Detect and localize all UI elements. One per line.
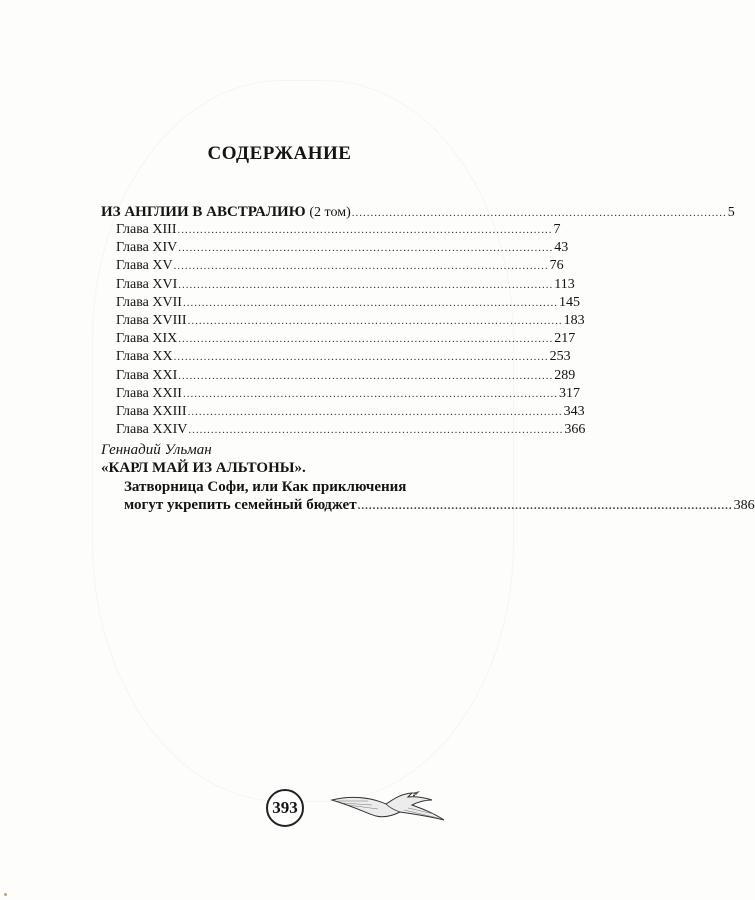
chapter-label: Глава XIII: [116, 222, 177, 237]
chapter-label: Глава XVII: [116, 294, 182, 310]
toc-page-number: 183: [563, 313, 585, 328]
toc-chapter-entry: [116, 258, 564, 274]
chapter-label: Глава XX: [116, 349, 173, 365]
toc-page-number: 5: [727, 205, 735, 220]
toc-chapter-entry: [116, 240, 569, 256]
chapter-label: Глава XIX: [116, 331, 178, 347]
dot-leader: ....................................................................................................: [182, 296, 558, 309]
toc-page-number: 7: [553, 222, 561, 237]
appendix-subtitle-line1: Затворница Софи, или Как приключения: [124, 479, 407, 495]
toc-page-number: 113: [554, 276, 575, 292]
toc-part-label: [101, 204, 351, 221]
toc-chapter-entry: [116, 313, 585, 329]
part-volume: (2 том): [309, 205, 351, 220]
chapter-label: Глава XXI: [116, 367, 178, 383]
toc-page-number: 366: [564, 422, 586, 438]
dot-leader: ....................................................................................................: [357, 500, 733, 512]
toc-chapter-entry: [116, 422, 586, 438]
dot-leader: ....................................................................................................: [188, 424, 564, 437]
chapter-label: Глава XXIV: [116, 422, 188, 438]
toc-page-number: 386: [733, 498, 755, 513]
dot-leader: ....................................................................................................: [182, 387, 558, 400]
toc-page-number: 43: [554, 240, 569, 256]
chapter-label: Глава XV: [116, 258, 173, 274]
toc-page-number: 253: [549, 349, 571, 365]
appendix-author: Геннадий Ульман: [101, 442, 212, 458]
appendix-subtitle-line2: могут укрепить семейный бюджет: [124, 497, 357, 513]
appendix-work-title: «КАРЛ МАЙ ИЗ АЛЬТОНЫ».: [101, 460, 306, 476]
dot-leader: ....................................................................................................: [351, 207, 727, 219]
appendix-entry: [124, 497, 755, 514]
toc-page-number: 343: [563, 404, 585, 419]
toc-chapter-entry: [116, 385, 580, 402]
seagull-icon: [328, 786, 448, 834]
toc-chapter-entry: [116, 276, 575, 293]
dot-leader: ....................................................................................................: [187, 406, 563, 418]
toc-page-number: 217: [554, 331, 576, 347]
part-title: ИЗ АНГЛИИ В АВСТРАЛИЮ: [101, 204, 306, 220]
chapter-label: Глава XXII: [116, 385, 182, 401]
dot-leader: ....................................................................................................: [178, 333, 554, 346]
chapter-label: Глава XXIII: [116, 404, 187, 419]
toc-chapter-entry: [116, 404, 585, 420]
toc-chapter-entry: [116, 349, 571, 365]
toc-chapter-entry: [116, 222, 561, 238]
page-edge-mark: [4, 893, 7, 896]
dot-leader: ....................................................................................................: [178, 369, 554, 382]
dot-leader: ....................................................................................................: [177, 224, 553, 236]
toc-page-number: 317: [558, 385, 580, 401]
toc-page-number: 76: [549, 258, 564, 274]
toc-part-entry: [101, 204, 735, 221]
toc-page-number: 145: [558, 294, 580, 310]
toc-chapter-entry: [116, 367, 576, 384]
toc-page-number: 289: [554, 367, 576, 383]
background-watermark: [92, 80, 514, 802]
chapter-label: Глава XIV: [116, 240, 178, 256]
page-title: СОДЕРЖАНИЕ: [207, 143, 352, 164]
chapter-label: Глава XVIII: [116, 313, 187, 328]
dot-leader: ....................................................................................................: [173, 351, 549, 364]
page-number-badge: 393: [266, 789, 304, 827]
chapter-label: Глава XVI: [116, 276, 178, 292]
toc-chapter-entry: [116, 331, 576, 347]
dot-leader: ....................................................................................................: [178, 242, 554, 255]
dot-leader: ....................................................................................................: [173, 260, 549, 273]
dot-leader: ....................................................................................................: [178, 278, 554, 291]
dot-leader: ....................................................................................................: [187, 315, 563, 327]
toc-chapter-entry: [116, 294, 580, 311]
